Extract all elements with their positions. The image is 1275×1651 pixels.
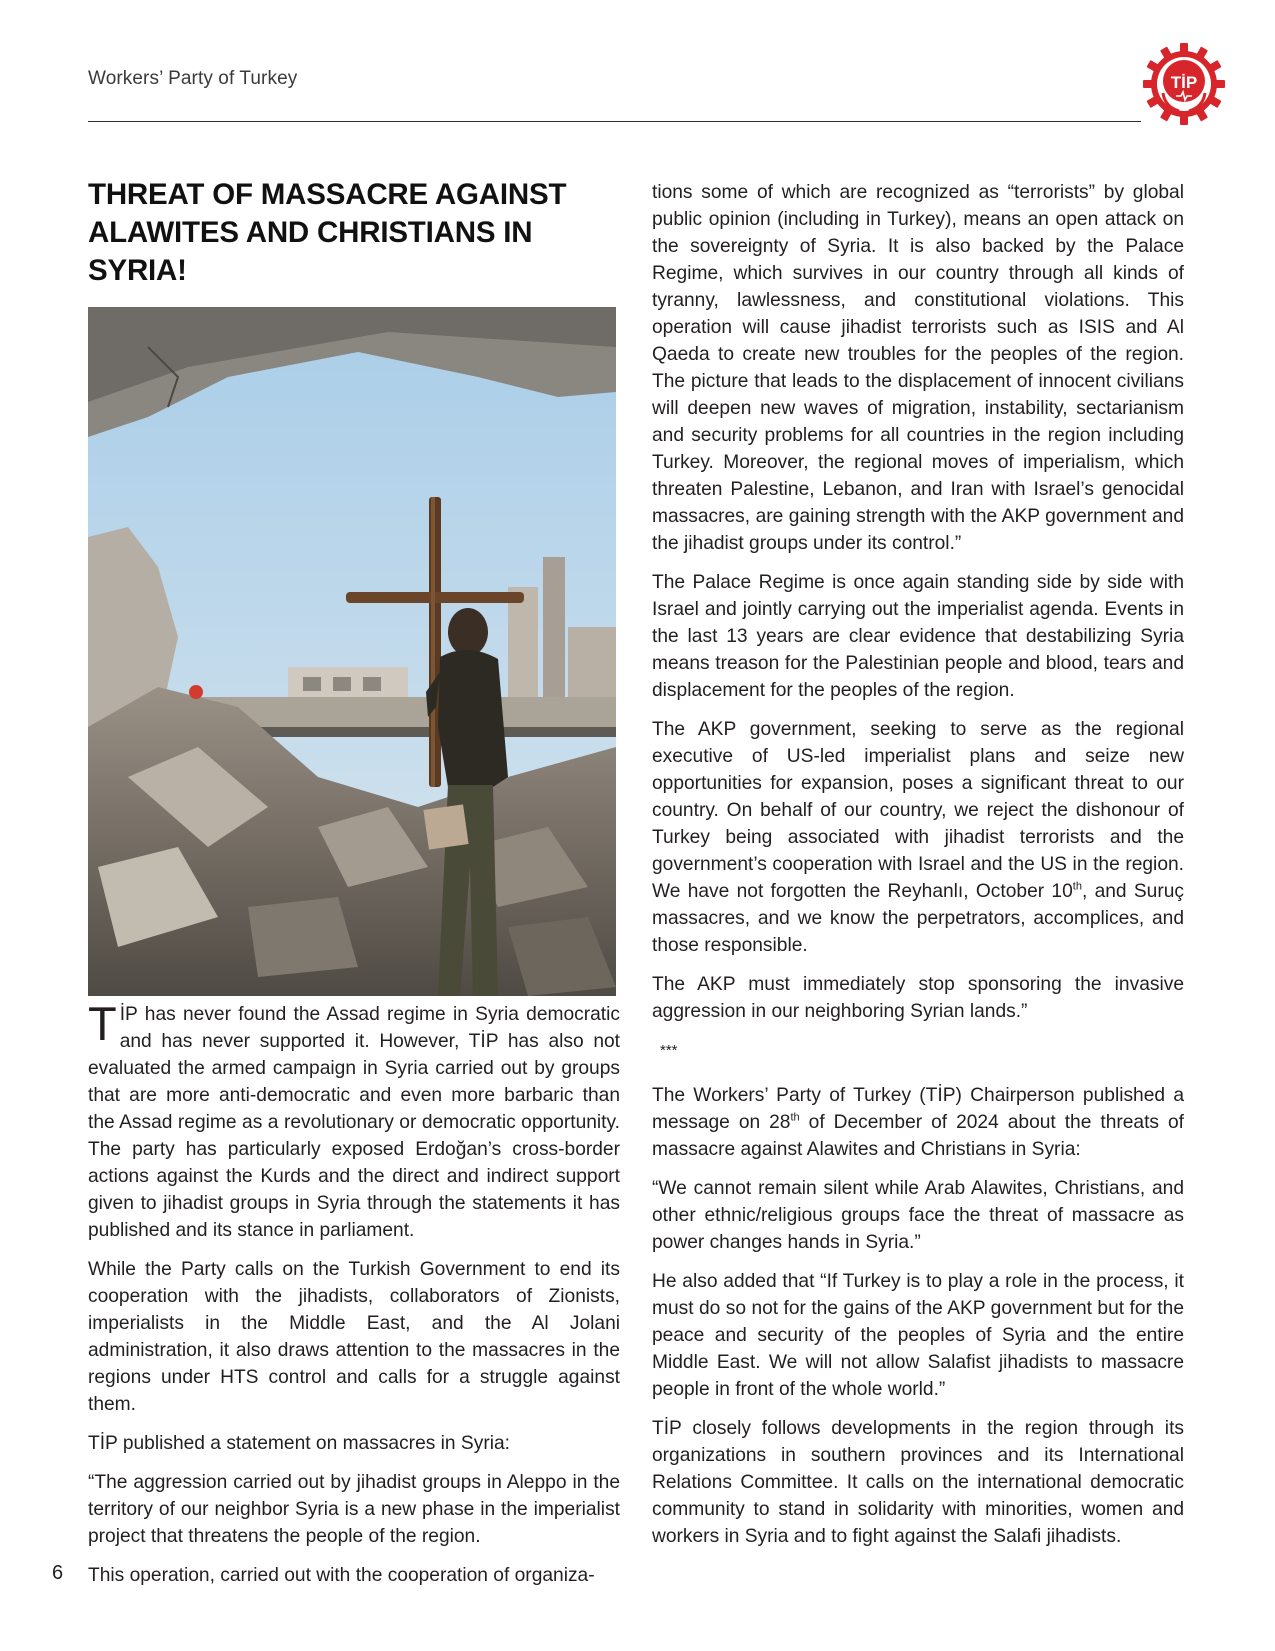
ordinal-suffix: th [790,1111,800,1124]
right-paragraph-5-part-b: of December of 2024 about the threats of massacre against Alawites and Christians in Syria: [652,1112,1184,1160]
drop-cap: T [88,997,117,1050]
article-title: THREAT OF MASSACRE AGAINST ALAWITES AND CHRISTIANS IN SYRIA! [88,178,567,287]
logo-text: TİP [1170,73,1198,92]
header-title: Workers’ Party of Turkey [88,68,298,89]
section-separator: *** [660,1042,678,1059]
right-column [652,179,1184,1562]
right-paragraph-3-part-a: The AKP government, seeking to serve as the regional executive of US-led imperialist plans and seize new opportunities for expansion, poses a significant threat to our country. On behalf of our country, we reject the dishonour of Turkey being associated with jihadist terrorists and the government’s cooperation with Israel and the US in the region. We have not forgotten the Reyhanlı, October 10 [652,719,1184,902]
left-paragraph-4: “The aggression carried out by jihadist groups in Aleppo in the territory of our neighbor Syria is a new phase in the imperialist project that threatens the people of the region. [88,1472,620,1547]
ordinal-suffix: th [1072,880,1082,893]
left-paragraph-2: While the Party calls on the Turkish Government to end its cooperation with the jihadists, collaborators of Zionists, imperialists in the Middle East, and the Al Jolani administration, it also draws attention to the massacres in the regions under HTS control and calls for a struggle against them. [88,1259,620,1415]
right-paragraph-5 [652,1082,1184,1163]
left-paragraph-1 [88,997,620,1244]
header-divider [88,121,1141,122]
right-paragraph-5-part-a: The Workers’ Party of Turkey (TİP) Chairperson published a message on 28 [652,1085,1184,1133]
right-paragraph-8: TİP closely follows developments in the region through its organizations in southern provinces and its International Relations Committee. It calls on the international democratic community to stand in solidarity with minorities, women and workers in Syria and to fight against the Salafi jihadists. [652,1418,1184,1547]
left-column [88,176,620,1601]
right-paragraph-3 [652,716,1184,959]
right-paragraph-7: He also added that “If Turkey is to play a role in the process, it must do so not for the gains of the AKP government but for the peace and security of the peoples of Syria and the entire Middle East. We will not allow Salafist jihadists to massacre people in front of the whole world.” [652,1271,1184,1400]
left-paragraph-3: TİP published a statement on massacres in Syria: [88,1433,510,1454]
page-number: 6 [52,1562,64,1584]
tip-logo [1143,43,1225,125]
article-photo [88,307,616,996]
right-paragraph-3-part-b: , and Suruç massacres, and we know the perpetrators, accomplices, and those responsible. [652,881,1184,956]
right-paragraph-4: The AKP must immediately stop sponsoring the invasive aggression in our neighboring Syrian lands.” [652,974,1184,1022]
left-paragraph-1-text: İP has never found the Assad regime in Syria democratic and has never supported it. However, TİP has also not evaluated the armed campaign in Syria carried out by groups that are more anti-democratic and even more barbaric than the Assad regime as a revolutionary or democratic opportunity. The party has particularly exposed Erdoğan’s cross-border actions against the Kurds and the direct and indirect support given to jihadist groups in Syria through the statements it has published and its stance in parliament. [88,1004,620,1241]
right-paragraph-1: tions some of which are recognized as “terrorists” by global public opinion (including in Turkey), means an open attack on the sovereignty of Syria. It is also backed by the Palace Regime, which survives in our country through all kinds of tyranny, lawlessness, and constitutional violations. This operation will cause jihadist terrorists such as ISIS and Al Qaeda to create new troubles for the peoples of the region. The picture that leads to the displacement of innocent civilians will deepen new waves of migration, instability, sectarianism and security problems for all countries in the region including Turkey. Moreover, the regional moves of imperialism, which threaten Palestine, Lebanon, and Iran with Israel’s genocidal massacres, are gaining strength with the AKP government and the jihadist groups under its control.” [652,182,1184,554]
right-paragraph-2: The Palace Regime is once again standing side by side with Israel and jointly carrying out the imperialist agenda. Events in the last 13 years are clear evidence that destabilizing Syria means treason for the Palestinian people and blood, tears and displacement for the peoples of the region. [652,572,1184,701]
right-paragraph-6: “We cannot remain silent while Arab Alawites, Christians, and other ethnic/religious groups face the threat of massacre as power changes hands in Syria.” [652,1178,1184,1253]
left-paragraph-5: This operation, carried out with the cooperation of organiza- [88,1565,595,1586]
